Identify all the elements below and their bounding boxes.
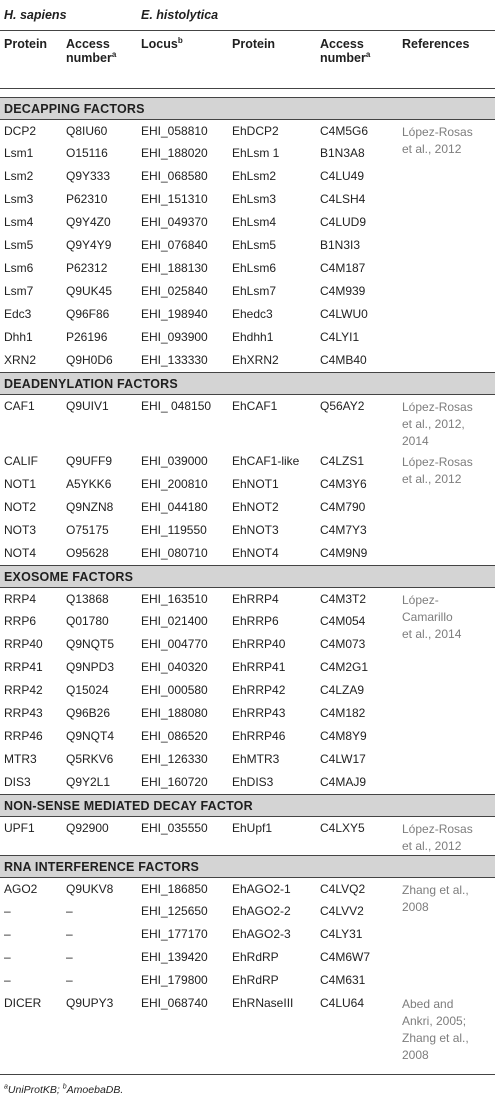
cell-hs-access: P62310	[66, 192, 108, 206]
cell-hs-access: –	[66, 927, 73, 941]
cell-locus: EHI_068740	[137, 992, 228, 1074]
cell-hs-access: Q9UPY3	[62, 992, 137, 1074]
reference-line: 2008	[402, 899, 429, 914]
reference-line: et al., 2012	[402, 838, 462, 853]
cell-hs-protein: CALIF	[4, 454, 39, 468]
species-e-histolytica: E. histolytica	[137, 0, 495, 30]
table-row	[0, 394, 495, 450]
cell-hs-access: Q9NQT4	[66, 729, 115, 743]
cell-reference	[398, 816, 495, 855]
cell-hs-protein: AGO2	[4, 881, 38, 896]
cell-eh-protein: Ehedc3	[232, 307, 273, 321]
reference-line: et al., 2014	[402, 626, 462, 641]
cell-locus: EHI_188020	[141, 146, 208, 160]
cell-eh-access: C4MB40	[320, 353, 367, 367]
col-header-locus-label: Locus	[141, 36, 178, 51]
cell-hs-access: –	[66, 904, 73, 918]
cell-eh-access: C4LYI1	[320, 330, 360, 344]
cell-eh-protein: EhRRP41	[232, 660, 286, 674]
cell-eh-access: C4LZA9	[320, 683, 365, 697]
cell-eh-protein: EhRRP42	[232, 683, 286, 697]
cell-eh-access: C4MAJ9	[320, 775, 367, 789]
species-h-sapiens: H. sapiens	[0, 0, 137, 30]
cell-eh-protein: EhLsm5	[232, 238, 277, 252]
col-header-eh-protein: Protein	[228, 30, 316, 88]
cell-eh-access: C4M073	[320, 637, 366, 651]
cell-locus: EHI_125650	[141, 904, 208, 918]
cell-hs-access: Q9NZN8	[66, 500, 114, 514]
col-header-eh-access-line2: number	[320, 50, 366, 65]
cell-eh-access: C4M054	[320, 614, 366, 628]
section-title: DEADENYLATION FACTORS	[0, 372, 495, 394]
cell-hs-protein: RRP41	[4, 660, 43, 674]
table-row	[0, 992, 495, 1074]
cell-eh-access: C4M2G1	[320, 660, 369, 674]
cell-reference	[398, 450, 495, 565]
cell-hs-protein: RRP40	[4, 637, 43, 651]
reference-line: López-Rosas	[402, 821, 473, 836]
cell-locus: EHI_133330	[141, 353, 208, 367]
cell-eh-access: C4M790	[320, 500, 366, 514]
cell-hs-protein: –	[4, 973, 11, 987]
cell-eh-access: C4M3T2	[320, 591, 367, 606]
footnote-marker-a: a	[111, 49, 117, 59]
section-header-nmd	[0, 794, 495, 816]
reference-line: López-	[402, 592, 439, 607]
section-header-rnai	[0, 855, 495, 877]
cell-hs-protein: –	[4, 950, 11, 964]
cell-eh-protein: EhLsm 1	[232, 146, 280, 160]
cell-eh-protein: EhRRP4	[232, 591, 279, 606]
col-header-access-line2: number	[66, 50, 112, 65]
reference-line: 2008	[402, 1048, 429, 1062]
cell-eh-access: C4M7Y3	[320, 523, 367, 537]
cell-hs-protein: DCP2	[4, 123, 37, 138]
cell-locus: EHI_058810	[141, 123, 208, 138]
cell-hs-protein: NOT3	[4, 523, 37, 537]
cell-eh-access: C4LSH4	[320, 192, 366, 206]
cell-eh-protein: EhAGO2-2	[232, 904, 291, 918]
cell-locus: EHI_035550	[141, 820, 208, 835]
cell-reference	[398, 119, 495, 372]
table-row	[0, 119, 495, 142]
cell-locus: EHI_163510	[141, 591, 208, 606]
cell-hs-access: Q9Y2L1	[66, 775, 111, 789]
footnote-marker-b: b	[62, 1083, 67, 1090]
footnote-marker-a: a	[4, 1083, 8, 1090]
cell-hs-protein: Lsm1	[4, 146, 34, 160]
cell-hs-protein: RRP6	[4, 614, 37, 628]
cell-hs-access: O15116	[66, 146, 108, 160]
cell-eh-protein: EhUpf1	[232, 820, 273, 835]
cell-eh-access: C4M3Y6	[320, 477, 367, 491]
cell-locus: EHI_188130	[141, 261, 208, 275]
cell-hs-access: Q15024	[66, 683, 109, 697]
cell-locus: EHI_040320	[141, 660, 208, 674]
cell-eh-protein: EhCAF1-like	[232, 454, 300, 468]
cell-hs-protein: DICER	[0, 992, 62, 1074]
cell-hs-access: –	[66, 950, 73, 964]
cell-hs-protein: CAF1	[4, 398, 35, 413]
cell-eh-access: C4LU49	[320, 169, 365, 183]
cell-locus: EHI_004770	[141, 637, 208, 651]
reference-line: López-Rosas	[402, 455, 473, 469]
cell-eh-access: C4M182	[320, 706, 366, 720]
cell-hs-protein: NOT4	[4, 546, 37, 560]
col-header-references: References	[398, 30, 495, 88]
cell-eh-access: C4M8Y9	[320, 729, 367, 743]
cell-eh-protein: EhLsm3	[232, 192, 277, 206]
cell-eh-protein: EhXRN2	[232, 353, 279, 367]
table-row	[0, 450, 495, 473]
cell-hs-protein: –	[4, 904, 11, 918]
reference-line: Zhang et al.,	[402, 882, 469, 897]
cell-locus: EHI_ 048150	[141, 398, 212, 413]
cell-eh-protein: EhNOT3	[232, 523, 279, 537]
cell-eh-access: C4LXY5	[320, 820, 365, 835]
cell-hs-access: Q9UKV8	[66, 881, 114, 896]
cell-hs-protein: RRP46	[4, 729, 43, 743]
cell-eh-protein: EhNOT4	[232, 546, 279, 560]
cell-locus: EHI_080710	[141, 546, 208, 560]
cell-eh-access: C4M939	[320, 284, 366, 298]
cell-hs-protein: NOT2	[4, 500, 37, 514]
cell-hs-protein: Lsm5	[4, 238, 34, 252]
reference-line: Ankri, 2005;	[402, 1014, 467, 1028]
reference-line: 2014	[402, 433, 429, 448]
cell-hs-protein: Dhh1	[4, 330, 33, 344]
cell-locus: EHI_119550	[141, 523, 207, 537]
cell-hs-protein: MTR3	[4, 752, 37, 766]
cell-hs-access: Q13868	[66, 591, 109, 606]
cell-hs-access: Q9Y4Z0	[66, 215, 111, 229]
cell-eh-protein: Ehdhh1	[232, 330, 274, 344]
cell-eh-protein: EhRRP46	[232, 729, 286, 743]
cell-hs-access: Q5RKV6	[66, 752, 114, 766]
cell-hs-protein: RRP42	[4, 683, 43, 697]
cell-hs-protein: Lsm7	[4, 284, 34, 298]
cell-locus: EHI_093900	[141, 330, 208, 344]
cell-eh-protein: EhLsm2	[232, 169, 277, 183]
cell-hs-access: Q9Y333	[66, 169, 111, 183]
cell-locus: EHI_200810	[141, 477, 208, 491]
cell-hs-access: Q9H0D6	[66, 353, 113, 367]
cell-eh-protein: EhRRP43	[232, 706, 286, 720]
cell-eh-protein: EhLsm6	[232, 261, 277, 275]
col-header-protein: Protein	[0, 30, 62, 88]
cell-locus: EHI_188080	[141, 706, 208, 720]
cell-eh-protein: EhNOT1	[232, 477, 279, 491]
cell-hs-protein: RRP43	[4, 706, 43, 720]
section-title: NON-SENSE MEDIATED DECAY FACTOR	[0, 794, 495, 816]
footnote-marker-a: a	[365, 49, 371, 59]
cell-hs-protein: Lsm4	[4, 215, 34, 229]
cell-hs-access: Q9UK45	[66, 284, 113, 298]
cell-locus: EHI_126330	[141, 752, 208, 766]
reference-line: et al., 2012,	[402, 416, 465, 431]
cell-locus: EHI_086520	[141, 729, 208, 743]
cell-hs-protein: Lsm6	[4, 261, 34, 275]
cell-eh-access: B1N3A8	[320, 146, 365, 160]
reference-line: Zhang et al.,	[402, 1031, 469, 1045]
cell-reference	[398, 587, 495, 794]
cell-hs-protein: DIS3	[4, 775, 31, 789]
footnote-marker-b: b	[177, 35, 183, 45]
cell-locus: EHI_198940	[141, 307, 208, 321]
cell-eh-protein: EhRNaseIII	[228, 992, 316, 1074]
cell-locus: EHI_179800	[141, 973, 208, 987]
cell-eh-access: C4M187	[320, 261, 366, 275]
col-header-eh-access-number	[316, 30, 398, 88]
cell-eh-access: C4M9N9	[320, 546, 368, 560]
table-row	[0, 816, 495, 855]
section-header-decapping	[0, 97, 495, 119]
cell-hs-access: –	[66, 973, 73, 987]
cell-hs-protein: –	[4, 927, 11, 941]
cell-eh-access: C4LW17	[320, 752, 366, 766]
section-title: EXOSOME FACTORS	[0, 565, 495, 587]
section-header-exosome	[0, 565, 495, 587]
cell-hs-protein: Lsm2	[4, 169, 34, 183]
cell-eh-access: C4LWU0	[320, 307, 368, 321]
cell-hs-access: Q8IU60	[66, 123, 108, 138]
cell-eh-protein: EhLsm7	[232, 284, 277, 298]
spacer-row	[0, 88, 495, 97]
cell-eh-access: C4M631	[320, 973, 366, 987]
cell-locus: EHI_076840	[141, 238, 208, 252]
cell-hs-access: Q9Y4Y9	[66, 238, 112, 252]
cell-eh-access: C4LY31	[320, 927, 363, 941]
cell-hs-protein: Edc3	[4, 307, 32, 321]
cell-hs-access: O75175	[66, 523, 109, 537]
cell-eh-access: C4LVV2	[320, 904, 364, 918]
cell-eh-protein: EhCAF1	[232, 398, 278, 413]
table-row	[0, 587, 495, 610]
cell-locus: EHI_021400	[141, 614, 208, 628]
reference-line: López-Rosas	[402, 399, 473, 414]
cell-reference	[398, 877, 495, 992]
cell-eh-protein: EhAGO2-1	[232, 881, 291, 896]
cell-eh-protein: EhRRP40	[232, 637, 286, 651]
cell-hs-access: Q01780	[66, 614, 109, 628]
cell-eh-access: C4LZS1	[320, 454, 365, 468]
cell-hs-access: Q96F86	[66, 307, 110, 321]
cell-hs-access: Q9UFF9	[66, 454, 113, 468]
cell-hs-access: Q92900	[66, 820, 109, 835]
cell-eh-access: C4LUD9	[320, 215, 367, 229]
table-footnote	[0, 1075, 495, 1096]
cell-locus: EHI_177170	[141, 927, 208, 941]
cell-eh-protein: EhRdRP	[232, 973, 279, 987]
cell-hs-access: P26196	[66, 330, 108, 344]
column-header-row	[0, 30, 495, 88]
cell-eh-access: C4M6W7	[320, 950, 371, 964]
cell-eh-protein: EhNOT2	[232, 500, 279, 514]
col-header-access-line1: Access	[66, 36, 110, 51]
cell-hs-access: Q9NQT5	[66, 637, 115, 651]
cell-eh-protein: EhRdRP	[232, 950, 279, 964]
cell-locus: EHI_000580	[141, 683, 208, 697]
reference-line: Abed and	[402, 997, 454, 1011]
section-title: DECAPPING FACTORS	[0, 97, 495, 119]
col-header-access-number	[62, 30, 137, 88]
footnote-a-text: UniProtKB;	[7, 1083, 63, 1096]
footnote-b-text: AmoebaDB.	[66, 1083, 124, 1096]
cell-locus: EHI_068580	[141, 169, 208, 183]
reference-line: et al., 2012	[402, 141, 462, 156]
cell-eh-protein: EhMTR3	[232, 752, 280, 766]
cell-eh-protein: EhRRP6	[232, 614, 279, 628]
cell-hs-protein: Lsm3	[4, 192, 34, 206]
cell-eh-access: Q56AY2	[320, 398, 365, 413]
cell-eh-protein: EhAGO2-3	[232, 927, 291, 941]
cell-eh-protein: EhLsm4	[232, 215, 277, 229]
cell-reference	[398, 394, 495, 450]
cell-hs-protein: UPF1	[4, 820, 35, 835]
col-header-eh-access-line1: Access	[320, 36, 364, 51]
cell-hs-access: A5YKK6	[66, 477, 112, 491]
cell-eh-access: B1N3I3	[320, 238, 361, 252]
col-header-locus	[137, 30, 228, 88]
cell-locus: EHI_151310	[141, 192, 208, 206]
cell-locus: EHI_044180	[141, 500, 208, 514]
cell-hs-protein: NOT1	[4, 477, 37, 491]
cell-hs-access: P62312	[66, 261, 108, 275]
cell-eh-access: C4M5G6	[320, 123, 369, 138]
reference-line: et al., 2012	[402, 472, 462, 486]
cell-reference	[398, 992, 495, 1074]
cell-hs-access: O95628	[66, 546, 109, 560]
cell-locus: EHI_049370	[141, 215, 208, 229]
cell-hs-protein: RRP4	[4, 591, 37, 606]
cell-locus: EHI_025840	[141, 284, 208, 298]
cell-hs-access: Q96B26	[66, 706, 111, 720]
cell-eh-access: C4LU64	[316, 992, 398, 1074]
cell-hs-protein: XRN2	[4, 353, 37, 367]
cell-locus: EHI_039000	[141, 454, 208, 468]
table-row	[0, 877, 495, 900]
section-title: RNA INTERFERENCE FACTORS	[0, 855, 495, 877]
cell-locus: EHI_160720	[141, 775, 208, 789]
cell-locus: EHI_139420	[141, 950, 208, 964]
cell-locus: EHI_186850	[141, 881, 208, 896]
cell-eh-protein: EhDIS3	[232, 775, 274, 789]
cell-hs-access: Q9UIV1	[66, 398, 109, 413]
cell-hs-access: Q9NPD3	[66, 660, 115, 674]
cell-eh-protein: EhDCP2	[232, 123, 279, 138]
section-header-deadenylation	[0, 372, 495, 394]
cell-eh-access: C4LVQ2	[320, 881, 366, 896]
reference-line: López-Rosas	[402, 124, 473, 139]
reference-line: Camarillo	[402, 609, 453, 624]
species-header-row	[0, 0, 495, 30]
